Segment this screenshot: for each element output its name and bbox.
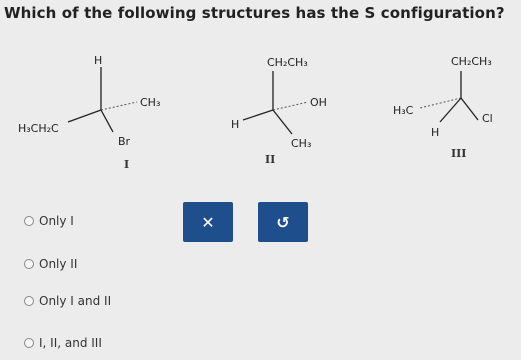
structure-3-left: H₃C: [393, 104, 414, 117]
structure-3: [393, 55, 493, 160]
structure-3-top: CH₂CH₃: [451, 55, 492, 68]
structure-2-top: CH₂CH₃: [267, 56, 308, 69]
undo-button[interactable]: [258, 202, 308, 242]
option-label: Only I: [39, 214, 74, 228]
radio-only-1[interactable]: [24, 216, 34, 226]
option-all[interactable]: [24, 336, 102, 350]
option-label: Only II: [39, 257, 78, 271]
radio-only-2[interactable]: [24, 259, 34, 269]
structure-1-bottom: Br: [118, 135, 131, 148]
structure-3-right: Cl: [482, 112, 493, 125]
option-only-1[interactable]: [24, 214, 74, 228]
structure-1-left: H₃CH₂C: [18, 122, 59, 135]
structure-1-top: H: [94, 54, 103, 67]
structure-1-right: CH₃: [140, 96, 161, 109]
radio-1-and-2[interactable]: [24, 296, 34, 306]
close-icon: ✕: [201, 212, 215, 232]
radio-all[interactable]: [24, 338, 34, 348]
option-label: I, II, and III: [39, 336, 102, 350]
structure-1-numeral: I: [124, 158, 130, 170]
structure-3-bottom: H: [431, 126, 440, 139]
structure-2-left: H: [231, 118, 240, 131]
structures-figure: [0, 40, 521, 170]
structure-2: [231, 56, 327, 166]
undo-icon: ↺: [276, 212, 290, 232]
option-1-and-2[interactable]: [24, 294, 111, 308]
option-label: Only I and II: [39, 294, 112, 308]
structure-2-right: OH: [310, 96, 327, 109]
structure-2-bottom: CH₃: [291, 137, 312, 150]
structure-1: [18, 54, 160, 170]
option-only-2[interactable]: [24, 257, 77, 271]
question-text: Which of the following structures has the S configuration?: [4, 4, 505, 22]
structure-3-numeral: III: [451, 147, 467, 160]
structure-2-numeral: II: [265, 153, 276, 166]
clear-button[interactable]: [183, 202, 233, 242]
